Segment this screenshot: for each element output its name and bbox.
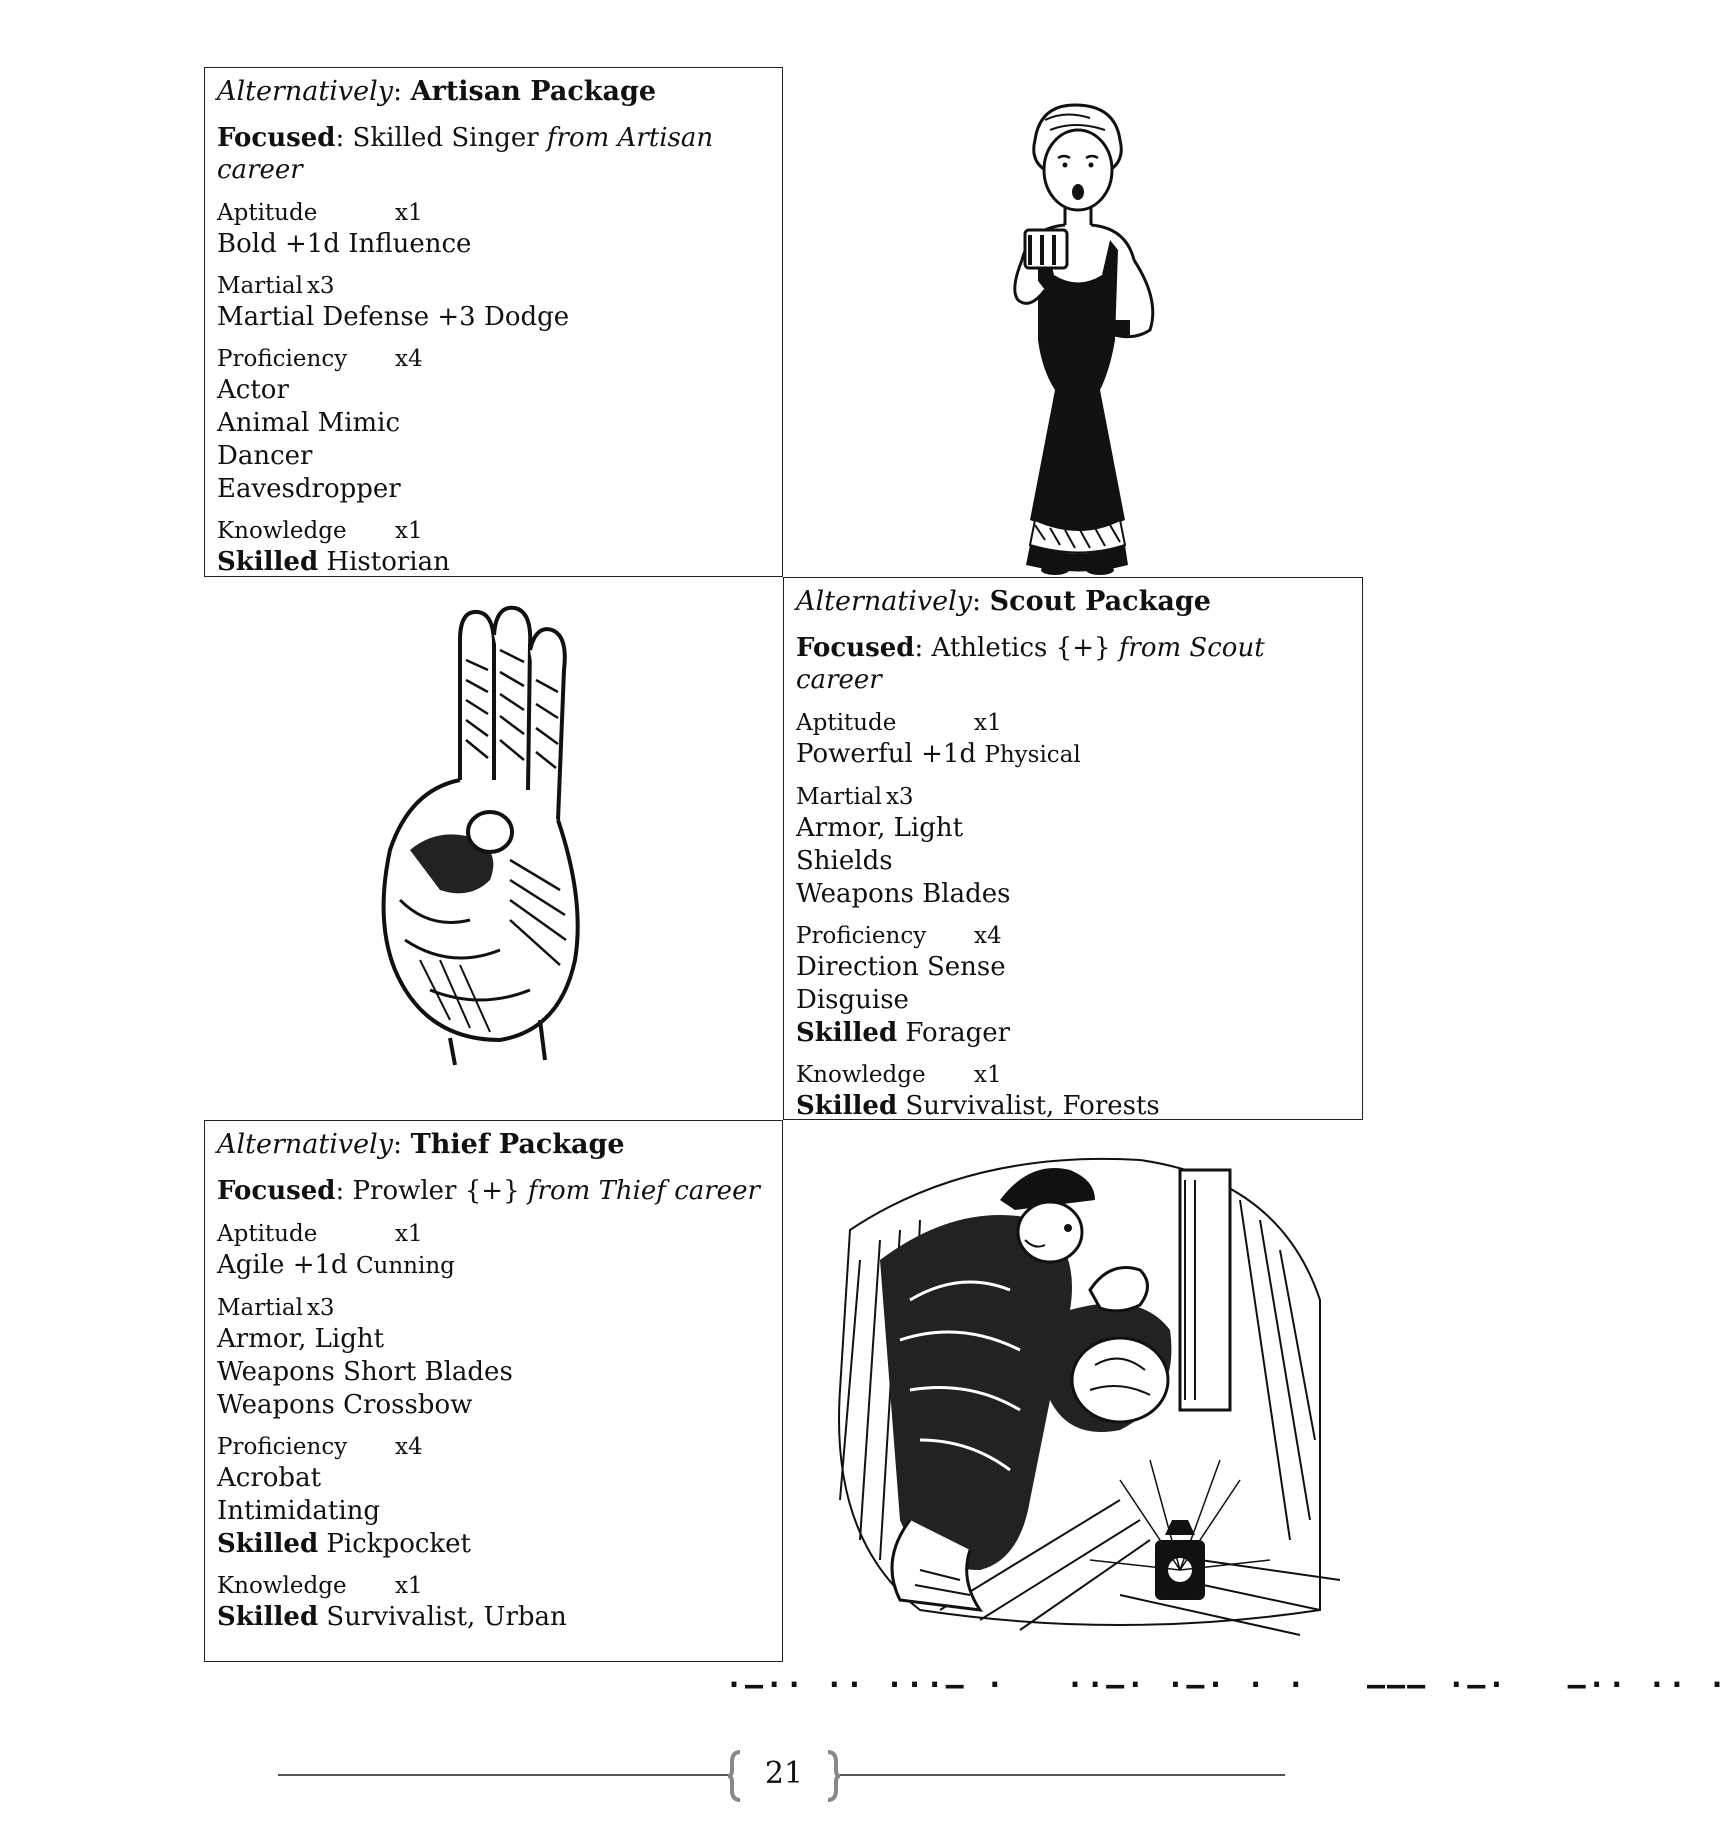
aptitude-group [217,198,770,261]
aptitude-group [796,708,1350,772]
aptitude-heading: Aptitude x1 [217,1221,423,1247]
martial-item: Armor, Light [796,813,964,843]
footer-rule-right [840,1774,1285,1776]
martial-item: Weapons Blades [796,879,1011,909]
knowledge-item: Skilled Survivalist, Forests [796,1091,1160,1121]
proficiency-item: Skilled Pickpocket [217,1529,471,1559]
knowledge-group [796,1060,1350,1123]
focused-line: Focused: Skilled Singer from Artisan career [217,123,714,185]
aptitude-item: Agile +1d Cunning [217,1250,455,1280]
proficiency-item: Dancer [217,441,313,471]
martial-group [796,782,1350,911]
morse-code-text: ·–·· ·· ···– · ··–· ·–· · · ––– ·–· –·· ·· · [725,1668,1728,1703]
proficiency-item: Eavesdropper [217,474,401,504]
martial-item: Weapons Short Blades [217,1357,513,1387]
martial-heading: Martial x3 [217,273,335,299]
knowledge-heading: Knowledge x1 [796,1062,1002,1088]
focused-line: Focused: Athletics {+} from Scout career [796,633,1265,695]
knowledge-group [217,1571,770,1634]
martial-group [217,1293,770,1422]
hand-gesture-illustration [370,600,610,1070]
footer-rule-left [278,1774,728,1776]
package-title: Alternatively: Scout Package [796,586,1211,617]
proficiency-item: Animal Mimic [217,408,401,438]
proficiency-group [217,344,770,506]
package-title: Alternatively: Thief Package [217,1129,625,1160]
martial-item: Martial Defense +3 Dodge [217,302,570,332]
proficiency-item: Actor [217,375,289,405]
martial-group [217,271,770,334]
focused-line: Focused: Prowler {+} from Thief career [217,1176,760,1206]
knowledge-item: Skilled Survivalist, Urban [217,1602,567,1632]
proficiency-item: Intimidating [217,1496,381,1526]
thief-package-box [204,1120,783,1662]
knowledge-item: Skilled Historian [217,547,450,577]
proficiency-heading: Proficiency x4 [796,923,1002,949]
crouching-thief-illustration [820,1140,1330,1645]
martial-item: Weapons Crossbow [217,1390,473,1420]
martial-item: Armor, Light [217,1324,385,1354]
artisan-package-box [204,67,783,577]
martial-item: Shields [796,846,893,876]
aptitude-heading: Aptitude x1 [217,200,423,226]
proficiency-group [796,921,1350,1050]
knowledge-heading: Knowledge x1 [217,1573,423,1599]
knowledge-heading: Knowledge x1 [217,518,423,544]
package-title: Alternatively: Artisan Package [217,76,657,107]
page-number: 21 [764,1756,804,1791]
aptitude-item: Bold +1d Influence [217,229,472,259]
proficiency-item: Skilled Forager [796,1018,1011,1048]
proficiency-item: Direction Sense [796,952,1006,982]
aptitude-heading: Aptitude x1 [796,710,1002,736]
proficiency-item: Disguise [796,985,909,1015]
martial-heading: Martial x3 [796,784,914,810]
proficiency-heading: Proficiency x4 [217,346,423,372]
knowledge-group [217,516,770,579]
page-number-frame [728,1748,840,1804]
martial-heading: Martial x3 [217,1295,335,1321]
proficiency-item: Acrobat [217,1463,322,1493]
aptitude-item: Powerful +1d Physical [796,739,1081,769]
aptitude-group [217,1219,770,1283]
proficiency-group [217,1432,770,1561]
proficiency-heading: Proficiency x4 [217,1434,423,1460]
scout-package-box [783,577,1363,1120]
singer-woman-illustration [950,100,1200,575]
